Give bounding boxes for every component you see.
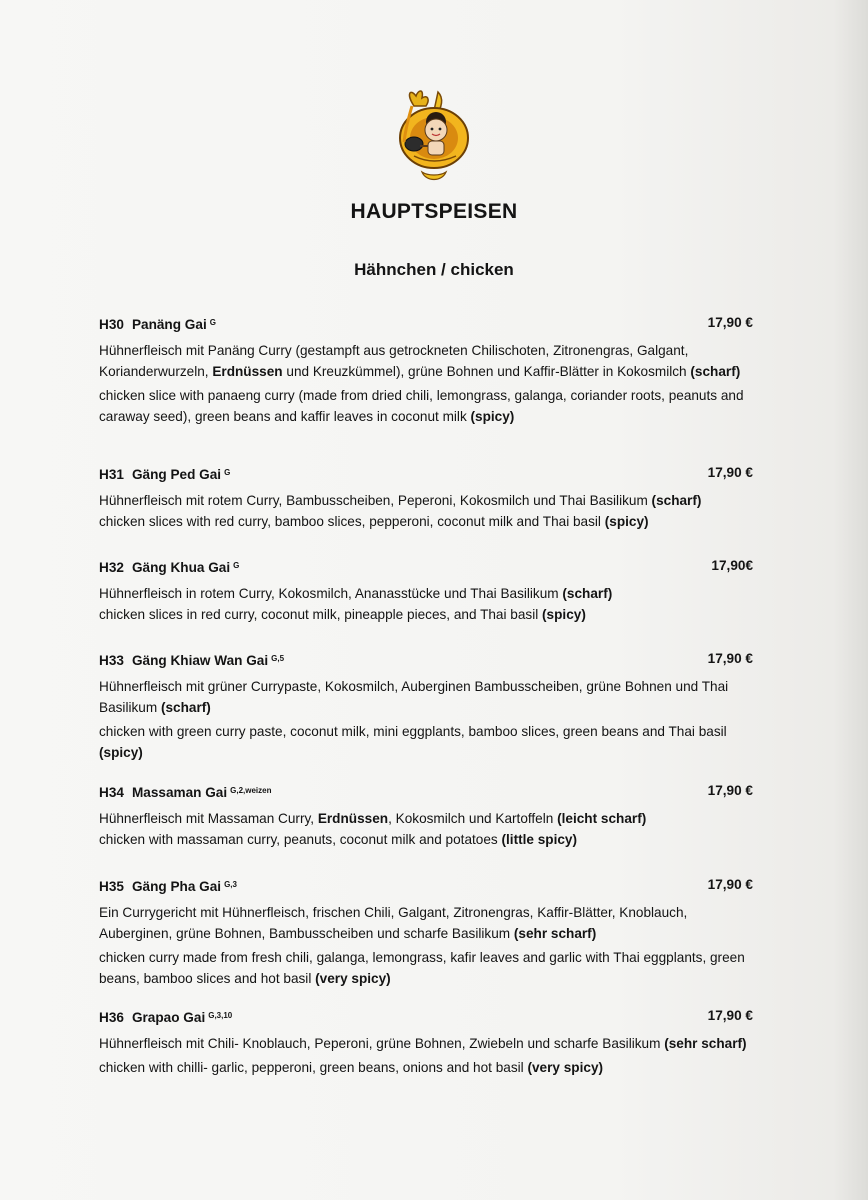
desc-text: chicken slices in red curry, coconut milk, pineapple pieces, and Thai basil — [99, 607, 543, 622]
dish-price: 17,90€ — [711, 558, 753, 573]
dish-name: Massaman Gai — [131, 785, 228, 800]
desc-text: , Kokosmilch und Kartoffeln — [388, 811, 558, 826]
dish-header — [99, 650, 759, 676]
description-de — [99, 490, 759, 511]
dish-header — [99, 876, 759, 902]
spice-level: (scharf) — [562, 586, 613, 601]
dish-name: Gäng Khiaw Wan Gai — [131, 653, 269, 668]
dish-name: Gäng Khua Gai — [131, 560, 231, 575]
dish-code: H35 — [99, 879, 124, 894]
section-title: Hähnchen / chicken — [354, 260, 514, 279]
description-de — [99, 340, 759, 382]
dish-name: Grapao Gai — [131, 1010, 206, 1025]
allergen-codes: G — [233, 561, 240, 570]
dish-price: 17,90 € — [707, 651, 753, 666]
dish-code: H31 — [99, 467, 124, 482]
desc-text: Ein Currygericht mit Hühnerfleisch, frischen Chili, Galgant, Zitronengras, Kaffir-Blätter, Knoblauch, Auberginen, grüne Bohnen, Bambusscheiben und scharfe Basilikum — [99, 905, 688, 941]
spice-level: (sehr scharf) — [664, 1036, 747, 1051]
spice-level: (spicy) — [99, 745, 143, 760]
desc-text: chicken with green curry paste, coconut milk, mini eggplants, bamboo slices, green beans and Thai basil — [99, 724, 727, 739]
desc-text: chicken curry made from fresh chili, galanga, lemongrass, kafir leaves and garlic with Thai eggplants, green beans, bamboo slices and hot basil — [99, 950, 745, 986]
allergen-codes: G — [209, 318, 216, 327]
dish-code: H32 — [99, 560, 124, 575]
spice-level: (scharf) — [160, 700, 211, 715]
dish-code: H30 — [99, 317, 124, 332]
description-de — [99, 902, 759, 944]
dish-header — [99, 1007, 759, 1033]
allergen-codes: G,5 — [271, 654, 285, 663]
spice-level: (very spicy) — [315, 971, 391, 986]
dish-header — [99, 314, 759, 340]
spice-level: (leicht scharf) — [557, 811, 647, 826]
dish-header — [99, 782, 759, 808]
dish-name: Gäng Ped Gai — [131, 467, 222, 482]
allergen-codes: G,3,10 — [208, 1011, 233, 1020]
dish-code: H36 — [99, 1010, 124, 1025]
desc-text: chicken with massaman curry, peanuts, coconut milk and potatoes — [99, 832, 502, 847]
desc-text: chicken slice with panaeng curry (made from dried chili, lemongrass, galanga, coriander roots, peanuts and caraway seed), green beans and kaffir leaves in coconut milk — [99, 388, 744, 424]
dish-price: 17,90 € — [707, 315, 753, 330]
allergen-highlight: Erdnüssen — [317, 811, 389, 826]
dish-h36 — [99, 1007, 759, 1078]
desc-text: Hühnerfleisch mit Chili- Knoblauch, Peperoni, grüne Bohnen, Zwiebeln und scharfe Basilikum — [99, 1036, 665, 1051]
page-title: HAUPTSPEISEN — [350, 200, 518, 223]
desc-text: und Kreuzkümmel), grüne Bohnen und Kaffir-Blätter in Kokosmilch — [282, 364, 691, 379]
description-en — [99, 604, 759, 625]
spice-level: (spicy) — [542, 607, 586, 622]
dish-price: 17,90 € — [707, 877, 753, 892]
dish-header — [99, 557, 759, 583]
restaurant-logo — [392, 86, 476, 186]
dish-name: Panäng Gai — [131, 317, 207, 332]
dish-price: 17,90 € — [707, 1008, 753, 1023]
dish-h30 — [99, 314, 759, 427]
description-de — [99, 1033, 759, 1054]
dish-header — [99, 464, 759, 490]
desc-text: Hühnerfleisch mit grüner Currypaste, Kokosmilch, Auberginen Bambusscheiben, grüne Bohnen und Thai Basilikum — [99, 679, 729, 715]
description-en — [99, 511, 759, 532]
desc-text: Hühnerfleisch mit Panäng Curry (gestampft aus getrockneten Chilischoten, Zitronengras, Galgant, Korianderwurzeln, — [99, 343, 689, 379]
description-de — [99, 808, 759, 829]
desc-text: Hühnerfleisch mit rotem Curry, Bambusscheiben, Peperoni, Kokosmilch und Thai Basilikum — [99, 493, 652, 508]
dish-code: H34 — [99, 785, 124, 800]
description-de — [99, 676, 759, 718]
dish-h31 — [99, 464, 759, 532]
spice-level: (sehr scharf) — [513, 926, 597, 941]
dish-code: H33 — [99, 653, 124, 668]
dish-price: 17,90 € — [707, 465, 753, 480]
desc-text: Hühnerfleisch in rotem Curry, Kokosmilch, Ananasstücke und Thai Basilikum — [99, 586, 563, 601]
description-en — [99, 385, 759, 427]
spice-level: (spicy) — [470, 409, 515, 424]
dish-h32 — [99, 557, 759, 625]
spice-level: (little spicy) — [501, 832, 578, 847]
allergen-codes: G,2,weizen — [230, 786, 272, 795]
desc-text: chicken with chilli- garlic, pepperoni, green beans, onions and hot basil — [99, 1060, 528, 1075]
dish-name: Gäng Pha Gai — [131, 879, 222, 894]
desc-text: chicken slices with red curry, bamboo slices, pepperoni, coconut milk and Thai basil — [99, 514, 605, 529]
allergen-codes: G — [224, 468, 231, 477]
spice-level: (spicy) — [604, 514, 649, 529]
dish-h34 — [99, 782, 759, 850]
desc-text: Hühnerfleisch mit Massaman Curry, — [99, 811, 318, 826]
spice-level: (scharf) — [651, 493, 702, 508]
description-en — [99, 947, 759, 989]
spice-level: (very spicy) — [527, 1060, 604, 1075]
allergen-highlight: Erdnüssen — [212, 364, 283, 379]
thai-figure-logo-icon — [392, 86, 476, 186]
dish-h35 — [99, 876, 759, 989]
description-de — [99, 583, 759, 604]
description-en — [99, 1057, 759, 1078]
dish-h33 — [99, 650, 759, 763]
description-en — [99, 721, 759, 763]
dish-price: 17,90 € — [707, 783, 753, 798]
allergen-codes: G,3 — [224, 880, 237, 889]
spice-level: (scharf) — [690, 364, 741, 379]
description-en — [99, 829, 759, 850]
